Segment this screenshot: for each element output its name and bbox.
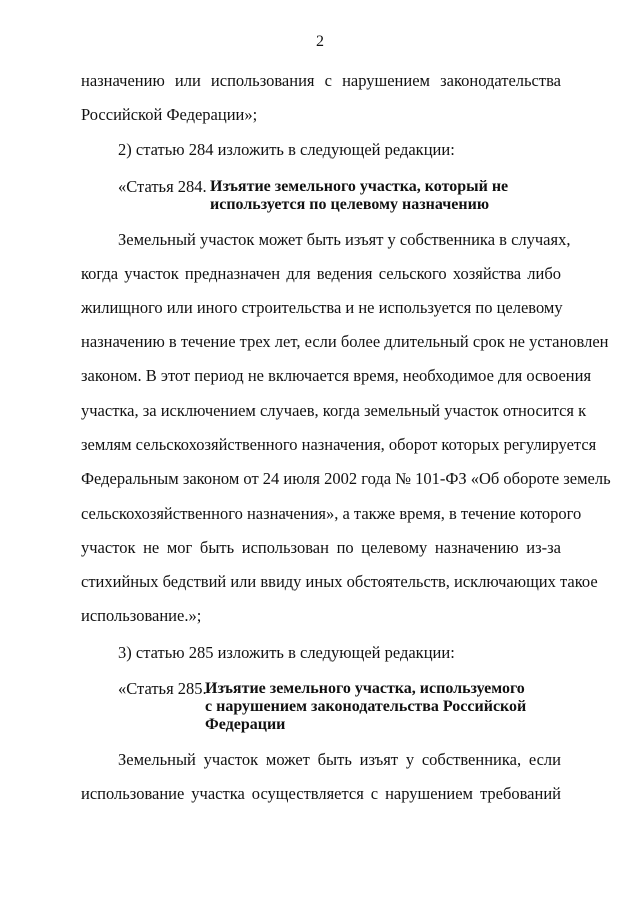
article-285-title-line-3: Федерации xyxy=(205,716,286,733)
paragraph-line: участка, за исключением случаев, когда земельный участок относится к xyxy=(81,401,587,420)
article-284-label: «Статья 284. xyxy=(118,177,207,196)
list-item-2: 2) статью 284 изложить в следующей редакции: xyxy=(118,140,455,159)
paragraph-line: Федеральным законом от 24 июля 2002 года № 101-ФЗ «Об обороте земель xyxy=(81,469,611,488)
paragraph-line: участок не мог быть использован по целевому назначению из-за xyxy=(81,538,561,557)
list-item-3: 3) статью 285 изложить в следующей редакции: xyxy=(118,643,455,662)
article-285-title-line-2: с нарушением законодательства Российской xyxy=(205,698,527,715)
paragraph-line: землям сельскохозяйственного назначения, оборот которых регулируется xyxy=(81,435,597,454)
text-line: назначению или использования с нарушением законодательства xyxy=(81,71,561,90)
paragraph-line: Земельный участок может быть изъят у собственника, если xyxy=(118,750,561,769)
paragraph-line: сельскохозяйственного назначения», а также время, в течение которого xyxy=(81,504,582,523)
text-line: Российской Федерации»; xyxy=(81,105,258,124)
paragraph-line: Земельный участок может быть изъят у собственника в случаях, xyxy=(118,230,571,249)
page-number: 2 xyxy=(316,33,324,50)
article-284-title-line-1: Изъятие земельного участка, который не xyxy=(210,178,509,195)
paragraph-line: когда участок предназначен для ведения сельского хозяйства либо xyxy=(81,264,561,283)
paragraph-line: использование участка осуществляется с нарушением требований xyxy=(81,784,561,803)
paragraph-line: законом. В этот период не включается время, необходимое для освоения xyxy=(81,366,592,385)
article-285-label: «Статья 285. xyxy=(118,679,207,698)
article-285-title-line-1: Изъятие земельного участка, используемого xyxy=(205,680,525,697)
paragraph-line: назначению в течение трех лет, если более длительный срок не установлен xyxy=(81,332,609,351)
paragraph-line: использование.»; xyxy=(81,606,202,625)
paragraph-line: жилищного или иного строительства и не используется по целевому xyxy=(81,298,563,317)
article-284-title-line-2: используется по целевому назначению xyxy=(210,196,490,213)
paragraph-line: стихийных бедствий или ввиду иных обстоятельств, исключающих такое xyxy=(81,572,598,591)
